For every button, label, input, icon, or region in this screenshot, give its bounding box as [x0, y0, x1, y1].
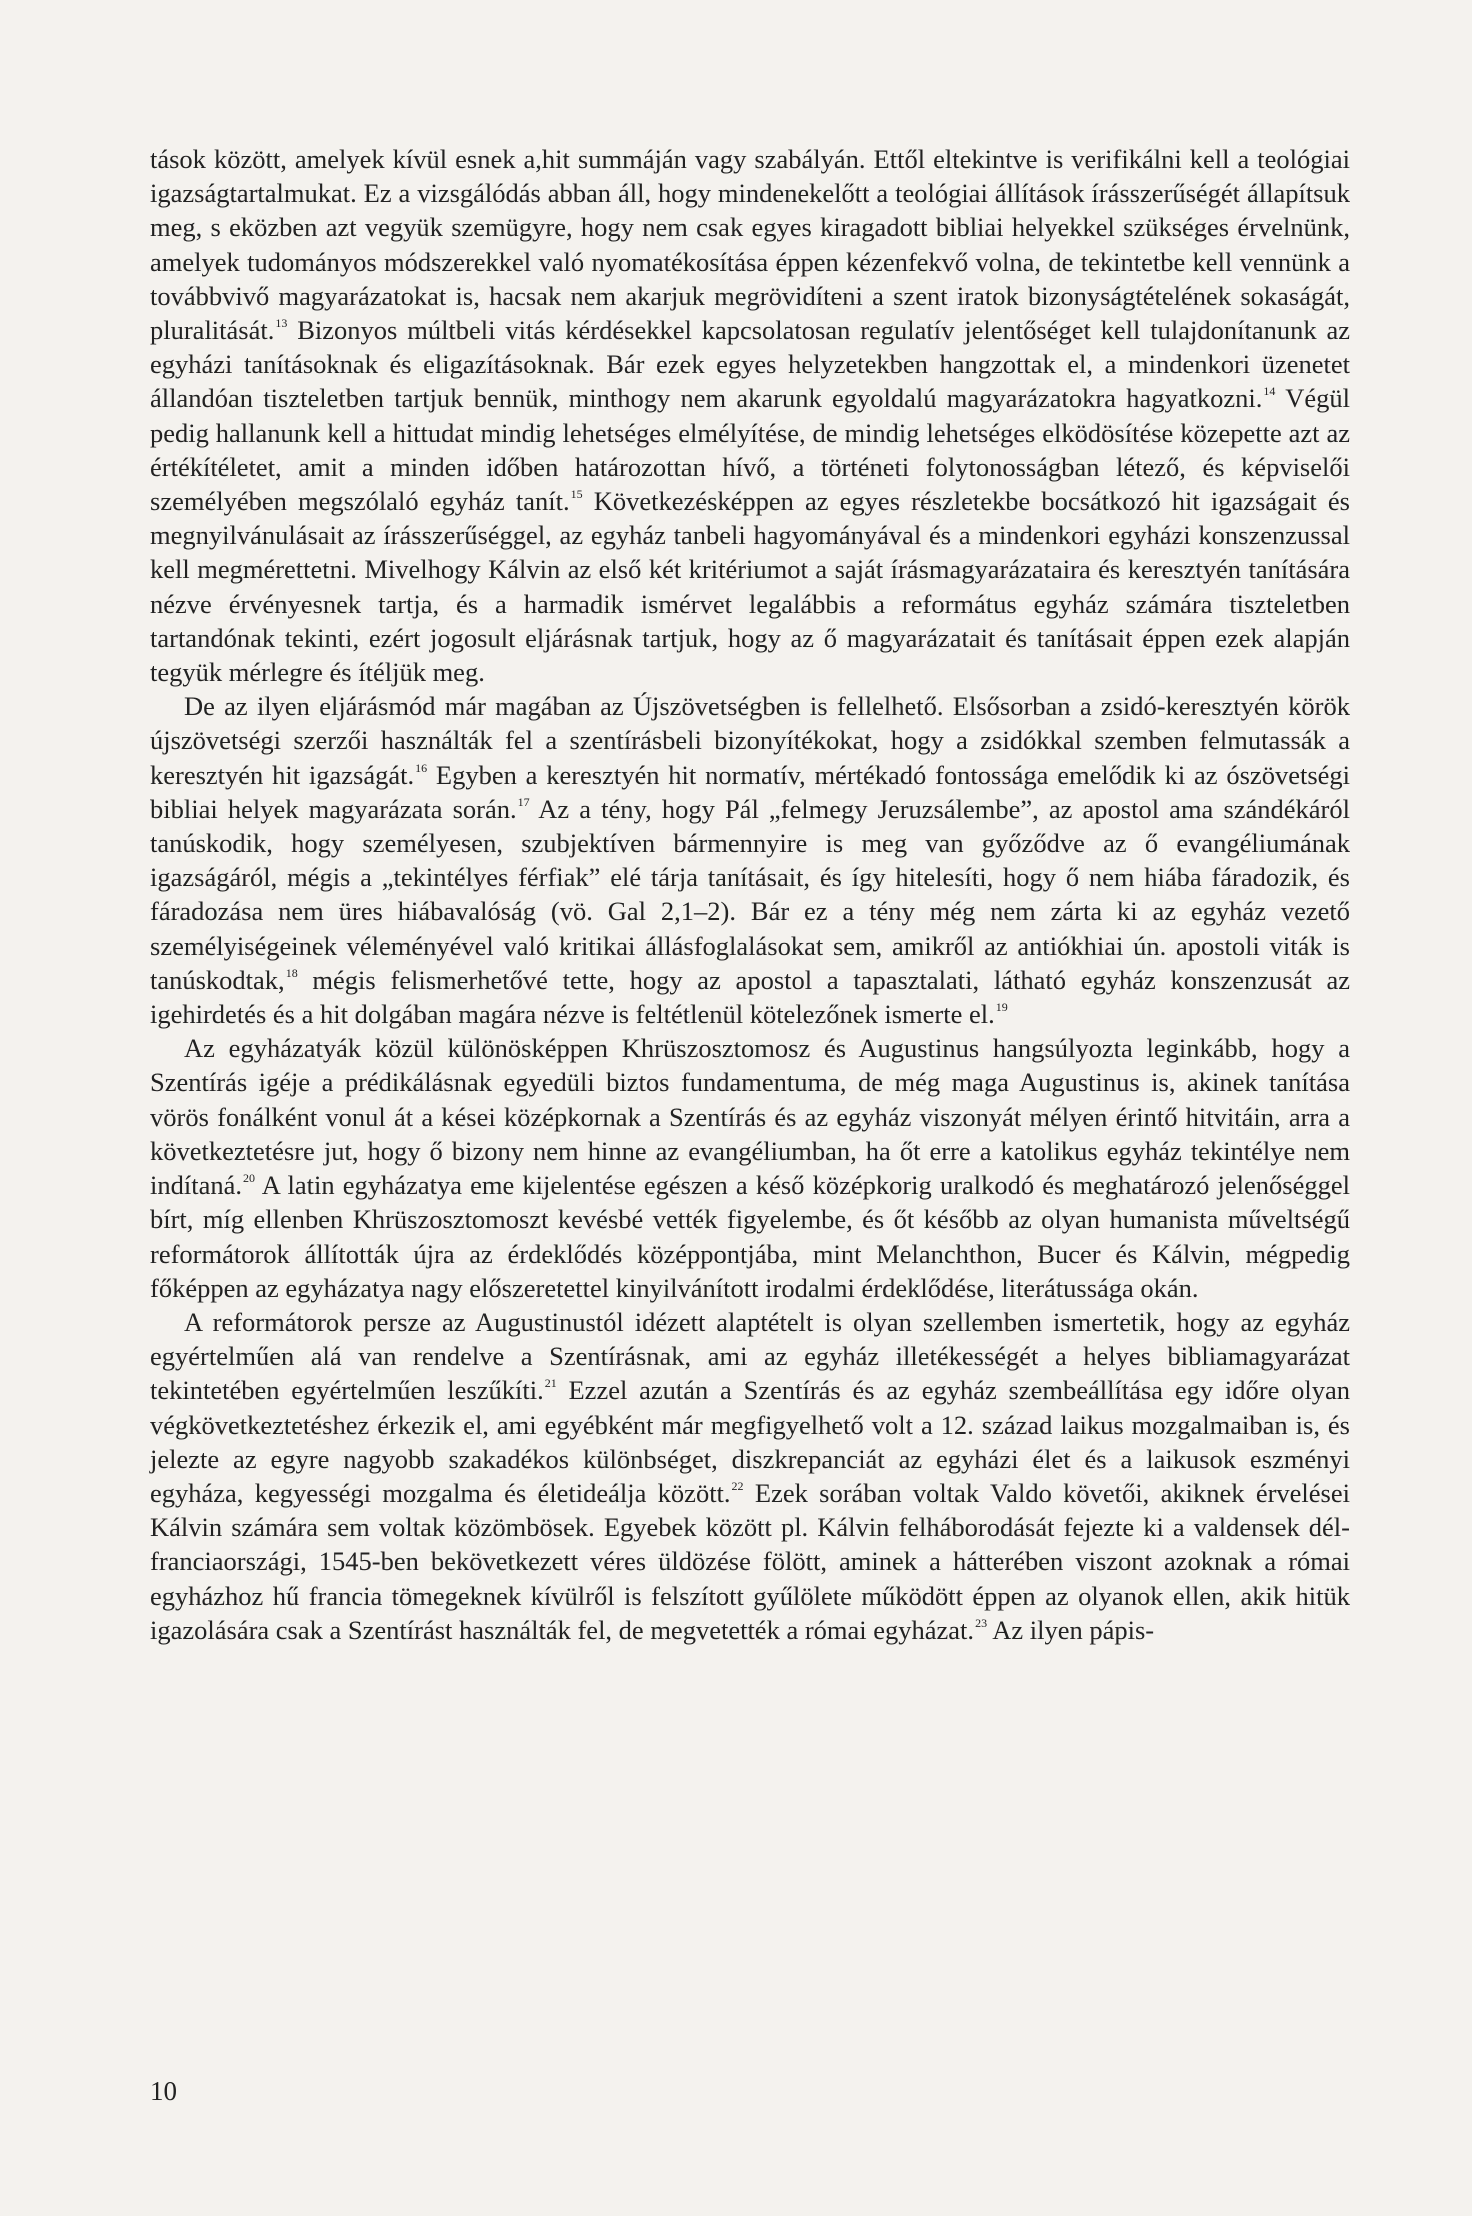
paragraph-text: Bizonyos múltbeli vitás kérdésekkel kapcsolatosan regulatív jelentőséget kell tulajdonítanunk az egyházi tanításoknak és eligazításoknak. Bár ezek egyes helyzetekben hangzottak el, a mindenkori üzenetet állandóan tiszteletben tartjuk bennük, minthogy nem akarunk egyoldalú magyarázatokra hagyatkozni.: [150, 315, 1350, 414]
paragraph-text: tások között, amelyek kívül esnek a,hit summáján vagy szabályán. Ettől eltekintve is verifikálni kell a teológiai igazságtartalmukat. Ez a vizsgálódás abban áll, hogy mindenekelőtt a teológiai állítások írásszerűségét állapítsuk meg, s eközben azt vegyük szemügyre, hogy nem csak egyes kiragadott bibliai helyekkel szükséges érvelnünk, amelyek tudományos módszerekkel való nyomatékosítása éppen kézenfekvő volna, de tekintetbe kell vennünk a továbbvivő magyarázatokat is, hacsak nem akarjuk megrövidíteni a szent iratok bizonyságtételének sokaságát, pluralitását.: [150, 144, 1350, 346]
paragraph-text: Egyben a keresztyén hit normatív, mértékadó fontossága emelődik ki az ószövetségi bibliai helyek magyarázata során.: [150, 759, 1351, 824]
paragraph: [150, 142, 1350, 689]
paragraph: [150, 689, 1350, 1031]
footnote-marker: 14: [1263, 384, 1276, 399]
footnote-marker: 21: [544, 1376, 557, 1391]
body-text: [150, 142, 1350, 1647]
paragraph-text: De az ilyen eljárásmód már magában az Újszövetségben is fellelhető. Elsősorban a zsidó-keresztyén körök újszövetségi szerzői használták fel a szentírásbeli bizonyítékokat, hogy a zsidókkal szemben felmutassák a keresztyén hit igazságát.: [150, 691, 1350, 790]
footnote-marker: 19: [995, 1000, 1008, 1015]
paragraph-text: Az egyházatyák közül különösképpen Khrüszosztomosz és Augustinus hangsúlyozta leginkább, hogy a Szentírás igéje a prédikálásnak egyedüli biztos fundamentuma, de még maga Augustinus is, akinek tanítása vörös fonálként vonul át a kései középkornak a Szentírás és az egyház viszonyát mélyen érintő hitvitáin, arra a következtetésre jut, hogy ő bizony nem hinne az evangéliumban, ha őt erre a katolikus egyház tekintélye nem indítaná.: [150, 1033, 1350, 1201]
footnote-marker: 18: [285, 965, 298, 980]
paragraph-text: Következésképpen az egyes részletekbe bocsátkozó hit igazságait és megnyilvánulásait az írásszerűséggel, az egyház tanbeli hagyományával és a mindenkori egyházi konszenzussal kell megmérettetni. Mivelhogy Kálvin az első két kritériumot a saját írásmagyarázataira és keresztyén tanítására nézve érvényesnek tartja, és a harmadik ismérvet legalábbis a református egyház számára tiszteletben tartandónak tekinti, ezért jogosult eljárásnak tartjuk, hogy az ő magyarázatait és tanításait éppen ezek alapján tegyük mérlegre és ítéljük meg.: [150, 486, 1350, 688]
paragraph: [150, 1031, 1350, 1305]
footnote-marker: 13: [275, 316, 288, 331]
footnote-marker: 22: [731, 1478, 744, 1493]
paragraph: [150, 1305, 1350, 1647]
paragraph-text: Az a tény, hogy Pál „felmegy Jeruzsálembe”, az apostol ama szándékáról tanúskodik, hogy személyesen, szubjektíven bármennyire is meg van győződve az ő evangéliumának igazságáról, mégis a „tekintélyes férfiak” elé tárja tanításait, és így hitelesíti, hogy ő nem hiába fáradozik, és fáradozása nem üres hiábavalóság (vö. Gal 2,1–2). Bár ez a tény még nem zárta ki az egyház vezető személyiségeinek véleményével való kritikai állásfoglalásokat sem, amikről az antiókhiai ún. apostoli viták is tanúskodtak,: [150, 793, 1350, 995]
footnote-marker: 16: [415, 760, 428, 775]
footnote-marker: 17: [517, 794, 530, 809]
paragraph-text: Ezek sorában voltak Valdo követői, akiknek érvelései Kálvin számára sem voltak közömbösek. Egyebek között pl. Kálvin felháborodását fejezte ki a valdensek dél-franciaországi, 1545-ben bekövetkezett véres üldözése fölött, aminek a hátterében viszont azoknak a római egyházhoz hű francia tömegeknek kívülről is felszított gyűlölete működött éppen az olyanok ellen, akik hitük igazolására csak a Szentírást használták fel, de megvetették a római egyházat.: [150, 1477, 1350, 1645]
footnote-marker: 15: [570, 487, 583, 502]
footnote-marker: 23: [975, 1615, 988, 1630]
paragraph-text: Ezzel azután a Szentírás és az egyház szembeállítása egy időre olyan végkövetkeztetéshez érkezik el, ami egyébként már megfigyelhető volt a 12. század laikus mozgalmaiban is, és jelezte az egyre nagyobb szakadékos különbséget, diszkrepanciát az egyházi élet és a laikusok eszményi egyháza, kegyességi mozgalma és életideálja között.: [150, 1375, 1350, 1508]
paragraph-text: mégis felismerhetővé tette, hogy az apostol a tapasztalati, látható egyház konszenzusát az igehirdetés és a hit dolgában magára nézve is feltétlenül kötelezőnek ismerte el.: [150, 964, 1350, 1030]
paragraph-text: Végül pedig hallanunk kell a hittudat mindig lehetséges elmélyítése, de mindig lehetséges elködösítése közepette azt az értékítéletet, amit a minden időben határozottan hívő, a történeti folytonosságban létező, és képviselői személyében megszólaló egyház tanít.: [150, 383, 1350, 517]
page-number: 10: [150, 2076, 177, 2106]
footnote-marker: 20: [243, 1171, 255, 1186]
paragraph-text: A reformátorok persze az Augustinustól idézett alaptételt is olyan szellemben ismertetik, hogy az egyház egyértelműen alá van rendelve a Szentírásnak, ami az egyház illetékességét a helyes bibliamagyarázat tekintetében egyértelműen leszűkíti.: [150, 1306, 1350, 1406]
paragraph-text: A latin egyházatya eme kijelentése egészen a késő középkorig uralkodó és meghatározó jelenőséggel bírt, míg ellenben Khrüszosztomoszt kevésbé vették figyelembe, és őt később az olyan humanista műveltségű reformátorok állították újra az érdeklődés középpontjába, mint Melanchthon, Bucer és Kálvin, mégpedig főképpen az egyházatya nagy előszeretettel kinyilvánított irodalmi érdeklődése, literátussága okán.: [150, 1170, 1350, 1303]
paragraph-text: Az ilyen pápis-: [987, 1614, 1155, 1645]
